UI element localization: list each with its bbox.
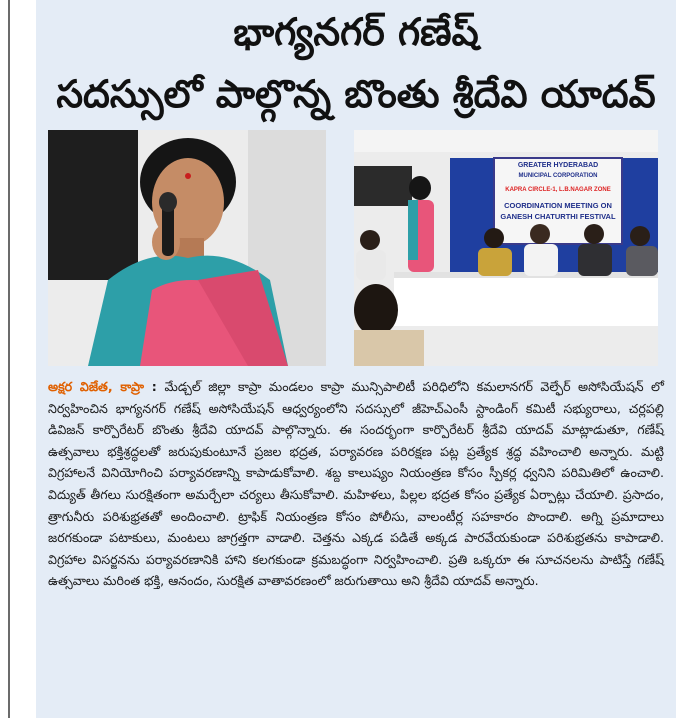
news-clipping [36,0,676,718]
page-margin-rule [8,0,10,718]
photo-speaker [48,130,326,366]
article-text: మేడ్చల్ జిల్లా కాప్రా మండలం కాప్రా మున్సిపాలిటీ పరిధిలోని కమలానగర్ వెల్ఫేర్ అసోసియేషన్ లో నిర్వహించిన భాగ్యనగర్ గణేష్ అసోసియేషన్ ఆధ్వర్యంలోని సదస్సులో జీహెచ్‌ఎంసీ స్టాండింగ్ కమిటీ సభ్యురాలు, చర్లపల్లి డివిజన్ కార్పొరేటర్ బొంతు శ్రీదేవి యాదవ్ పాల్గొన్నారు. ఈ సందర్భంగా కార్పొరేటర్ శ్రీదేవి యాదవ్ మాట్లాడుతూ, గణేష్ ఉత్సవాలు భక్తిశ్రద్ధలతో జరుపుకుంటూనే ప్రజల భద్రత, పర్యావరణ పరిరక్షణ పట్ల ప్రత్యేక శ్రద్ధ వహించాలి అన్నారు. మట్టి విగ్రహాలనే వినియోగించి పర్యావరణాన్ని కాపాడుకోవాలి. శబ్ద కాలుష్యం నియంత్రణ కోసం స్పీకర్ల ధ్వనిని పరిమితిలో ఉంచాలి. విద్యుత్ తీగలు సురక్షితంగా అమర్చేలా చర్యలు తీసుకోవాలి. మహిళలు, పిల్లల భద్రత కోసం ప్రత్యేక ఏర్పాట్లు చేయాలి. ప్రసాదం, త్రాగునీరు పరిశుభ్రతతో అందించాలి. ట్రాఫిక్ నియంత్రణ కోసం పోలీసు, వాలంటీర్ల సహకారం పొందాలి. అగ్ని ప్రమాదాలు జరగకుండా పటాకులు, మంటలు జాగ్రత్తగా వాడాలి. చెత్తను ఎక్కడ పడితే అక్కడ పారవేయకుండా పరిశుభ్రతను కాపాడాలి. విగ్రహాల విసర్జనను పర్యావరణానికి హాని కలగకుండా క్రమబద్ధంగా నిర్వహించాలి. ప్రతి ఒక్కరూ ఈ సూచనలను పాటిస్తే గణేష్ ఉత్సవాలు మరింత భక్తి, ఆనందం, సురక్షిత వాతావరణంలో జరుగుతాయి అని శ్రీదేవి యాదవ్ అన్నారు. [48,379,665,589]
banner-line-1: GREATER HYDERABAD [517,162,599,169]
banner-line-4: COORDINATION MEETING ON [504,201,612,210]
photo-meeting [354,130,658,366]
article-byline: అక్షర విజేత, కాప్రా [48,379,144,394]
headline-line-2: సదస్సులో పాల్గొన్న బొంతు శ్రీదేవి యాదవ్ [56,72,656,116]
byline-separator: : [143,379,165,394]
banner-line-5: GANESH CHATURTHI FESTIVAL [500,212,616,221]
headline-line-1: భాగ్యనగర్ గణేష్ [233,10,479,54]
banner-line-3: KAPRA CIRCLE-1, L.B.NAGAR ZONE [505,187,611,193]
banner-text [494,160,622,222]
banner-line-2: MUNICIPAL CORPORATION [518,173,598,179]
article-body [48,376,664,592]
